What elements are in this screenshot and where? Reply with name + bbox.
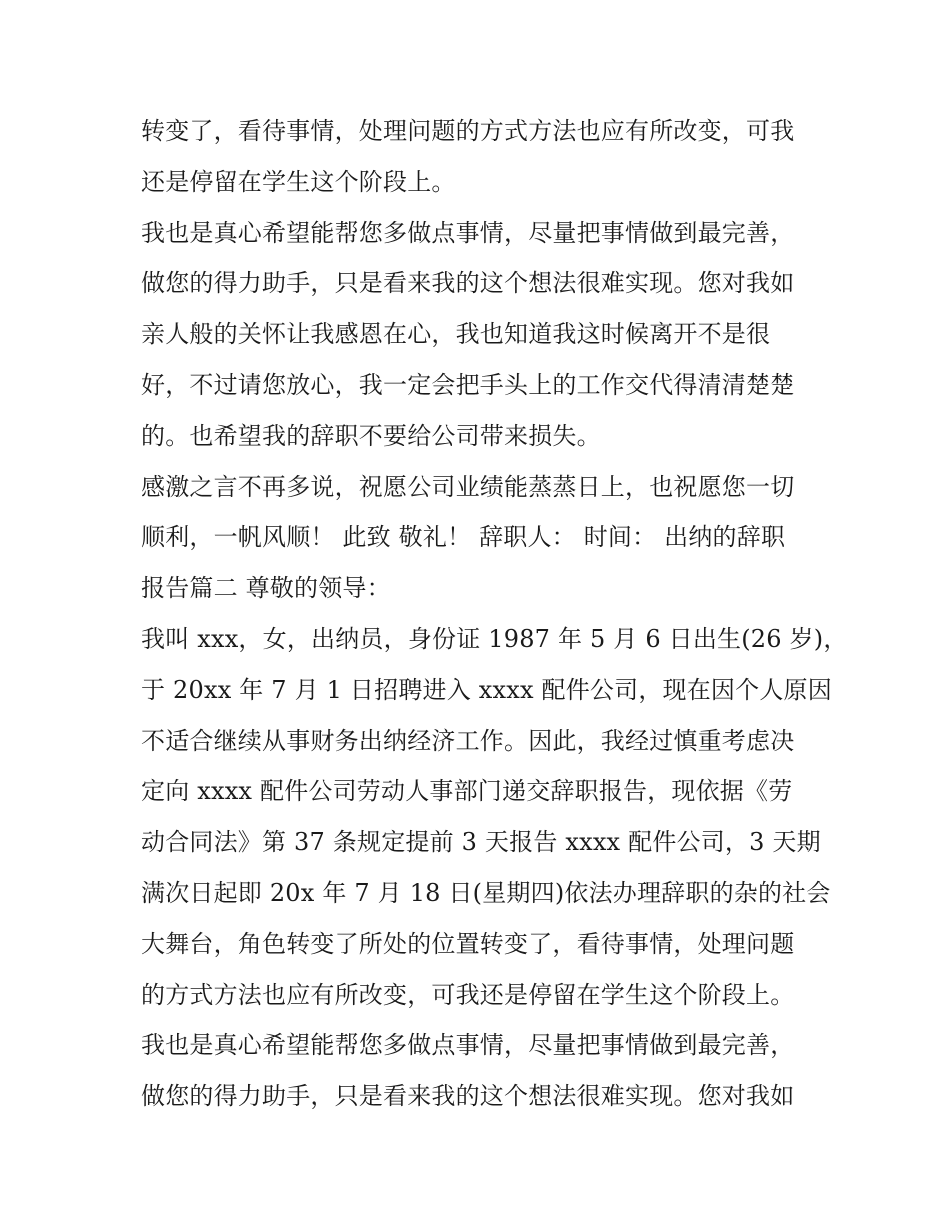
- text-line: 我也是真心希望能帮您多做点事情，尽量把事情做到最完善，: [141, 218, 795, 247]
- document-body: [141, 106, 848, 1122]
- text-line: 的。也希望我的辞职不要给公司带来损失。: [141, 421, 601, 450]
- text-line: 的方式方法也应有所改变，可我还是停留在学生这个阶段上。: [141, 980, 795, 1009]
- text-line: 做您的得力助手，只是看来我的这个想法很难实现。您对我如: [141, 1082, 795, 1111]
- text-line: 亲人般的关怀让我感恩在心，我也知道我这时候离开不是很: [141, 320, 771, 349]
- text-line: 转变了，看待事情，处理问题的方式方法也应有所改变，可我: [141, 117, 795, 145]
- text-line: 满次日起即 20x 年 7 月 18 日(星期四)依法办理辞职的杂的社会: [141, 878, 831, 907]
- text-line: 我叫 xxx，女，出纳员，身份证 1987 年 5 月 6 日出生(26 岁)，: [141, 624, 848, 653]
- text-line: 定向 xxxx 配件公司劳动人事部门递交辞职报告，现依据《劳: [141, 777, 793, 806]
- text-line: 动合同法》第 37 条规定提前 3 天报告 xxxx 配件公司，3 天期: [141, 828, 821, 857]
- text-line: 于 20xx 年 7 月 1 日招聘进入 xxxx 配件公司，现在因个人原因: [141, 675, 832, 704]
- text-line: 大舞台，角色转变了所处的位置转变了，看待事情，处理问题: [141, 929, 795, 958]
- text-line: 还是停留在学生这个阶段上。: [141, 167, 456, 196]
- text-line: 好，不过请您放心，我一定会把手头上的工作交代得清清楚楚: [141, 370, 795, 399]
- text-line: 我也是真心希望能帮您多做点事情，尽量把事情做到最完善，: [141, 1031, 795, 1060]
- text-line: 报告篇二 尊敬的领导：: [141, 574, 391, 603]
- text-line: 做您的得力助手，只是看来我的这个想法很难实现。您对我如: [141, 269, 795, 298]
- text-line: 感激之言不再多说，祝愿公司业绩能蒸蒸日上，也祝愿您一切: [141, 472, 795, 501]
- text-line: 不适合继续从事财务出纳经济工作。因此，我经过慎重考虑决: [141, 726, 795, 755]
- text-line: 顺利，一帆风顺！ 此致 敬礼！ 辞职人： 时间： 出纳的辞职: [141, 523, 786, 552]
